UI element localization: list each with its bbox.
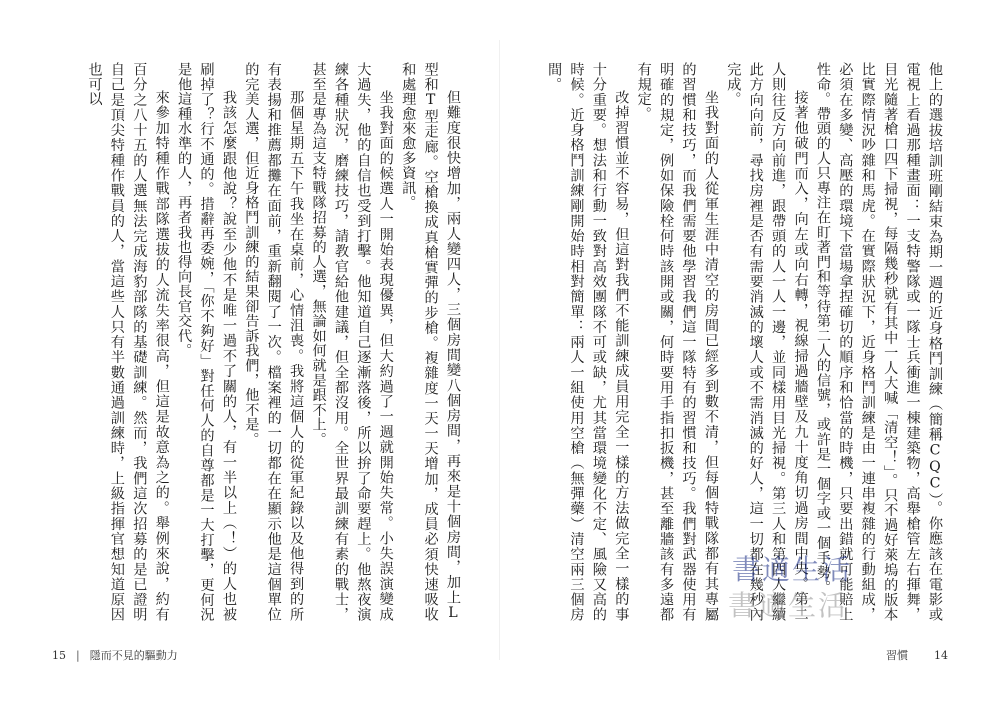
folio-separator: | (76, 649, 80, 662)
watermark-line-1: 書適生活 (732, 553, 853, 586)
left-folio (52, 647, 178, 663)
left-paragraph-1: 但難度很快增加，兩人變四人，三個房間變八個房間，再來是十個房間，加上L型和T型走廊。空槍換成真槍實彈的步槍。複雜度一天一天增加，成員必須快速吸收和處理愈來愈多資訊。 (400, 62, 461, 622)
right-paragraph-3: 坐我對面的人從軍生涯中清空的房間已經多到數不清，但每個特戰隊都有其專屬的習慣和技巧，而我們需要他學習我們這一隊特有的習慣和技巧。我們對武器使用有明確的規定，例如保險栓何時該開或關，何時要用手指扣扳機，甚至離牆該有多遠都有規定。 (635, 62, 719, 622)
right-page-body (546, 62, 946, 622)
right-paragraph-1: 他上的選拔培訓班剛結束為期一週的近身格鬥訓練（簡稱CQC）。你應該在電影或電視上看過那種畫面：一支特警隊或一隊士兵衝進一棟建築物，高舉槍管左右揮舞，目光隨著槍口四下掃視，每隔幾秒就有其中一人大喊「清空！」。只不過好萊塢的版本比實際情況吵雜和馬虎。在實際狀況下，近身格鬥訓練是由一連串複雜的行動組成，必須在多變、高壓的環境下當場拿捏確切的順序和恰當的時機，只要出錯就可能賠上性命。帶頭的人只專注在盯著門和等待第二人的信號，或許是一個字或一個手勢。 (814, 62, 943, 622)
left-page-body (48, 62, 464, 622)
chapter-title: 隱而不見的驅動力 (89, 649, 178, 662)
right-page-number: 14 (934, 649, 948, 662)
left-paragraph-3: 那個星期五下午我坐在桌前，心情沮喪。我將這個人的從軍紀錄以及他得到的所有表揚和推薦都攤在面前，重新翻閱了一次。檔案裡的一切都在在顯示他是這個單位的完美人選，但近身格鬥訓練的結果卻告訴我們，他不是。 (243, 62, 305, 622)
left-paragraph-5: 來參加特種作戰部隊選拔的人流失率很高，但這是故意為之的。舉例來說，約有百分之八十五的人選無法完成海豹部隊的基礎訓練。然而，我們這次招募的是已證明自己是頂尖特種作戰員的人，當這些人只有半數通過訓練時，上級指揮官想知道原因也可以 (86, 62, 170, 622)
running-head: 習慣 (886, 649, 908, 662)
left-paragraph-4: 我該怎麼跟他說？說至少他不是唯一過不了關的人，有一半以上（！）的人也被刷掉了？行不通的。措辭再委婉，「你不夠好」對任何人的自尊都是一大打擊，更何況是他這種水準的人，再者我也得向長官交代。 (176, 62, 237, 622)
right-paragraph-4: 改掉習慣並不容易，但這對我們不能訓練成員用完全一樣的方法做完全一樣的事十分重要。想法和行動一致對高效團隊不可或缺，尤其當環境變化不定、風險又高的時候。近身格鬥訓練剛開始時相對簡單：兩人一組使用空槍（無彈藥）清空兩三個房間。 (546, 62, 630, 622)
left-page-number: 15 (52, 649, 66, 662)
left-paragraph-2: 坐我對面的候選人一開始表現優異，但大約過了一週就開始失常。小失誤演變成大過失，他的自信也受到打擊。他知道自己逐漸落後，所以拚了命要趕上。他熬夜演練各種狀況，磨練技巧，請教官給他建議，但全都沒用。全世界最訓練有素的戰士，甚至是專為這支特戰隊招募的人選，無論如何就是跟不上。 (310, 62, 394, 622)
watermark-line-2: 書適生活 (728, 589, 849, 622)
right-page (500, 0, 1000, 710)
right-folio (886, 647, 948, 663)
right-paragraph-2: 接著他破門而入，向左或向右轉，視線掃過牆壁及九十度角切過房間中央。第二人則往反方向前進，跟帶頭的人一人一邊，並同樣用目光掃視。第三人和第四人繼續此方向向前，尋找房裡是否有需要消滅的壞人或不需消滅的好人，這一切都在幾秒內完成。 (725, 62, 809, 622)
